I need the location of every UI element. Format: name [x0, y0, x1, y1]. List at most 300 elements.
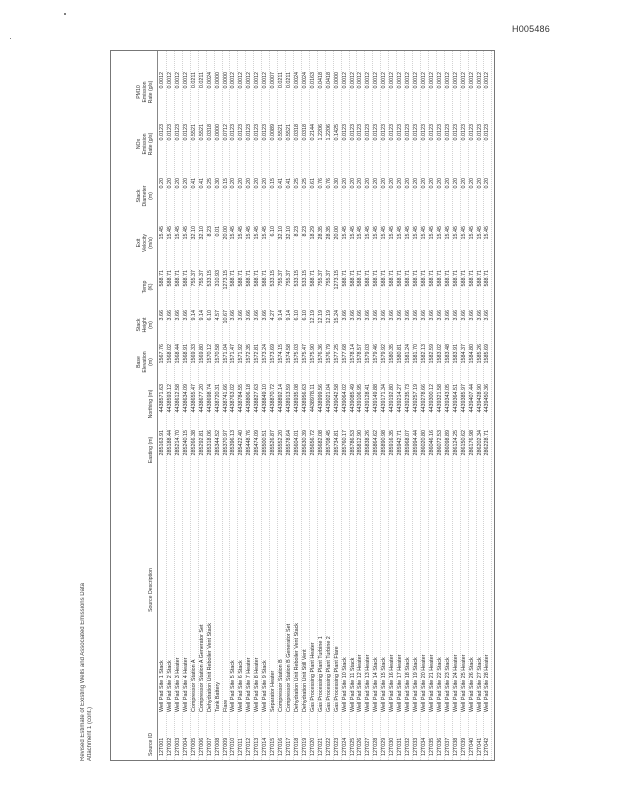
document-id: H005486: [512, 24, 550, 34]
source-description-cell: Compressor Station B Generator Set: [286, 623, 292, 712]
value-cell: 0.0012: [420, 72, 427, 89]
value-cell: 4438571.63: [159, 384, 165, 413]
value-cell: 4438806.18: [246, 384, 253, 413]
value-cell: 0.0012: [397, 72, 404, 89]
value-cell: 4438827.63: [254, 384, 261, 413]
value-cell: 18.29: [309, 226, 316, 240]
source-id-cell: 12T011: [238, 738, 245, 756]
source-description-cell: Well Pad Site 8 Heater: [254, 657, 261, 712]
value-cell: 4439149.88: [373, 384, 380, 413]
source-id-cell: 12T039: [460, 737, 467, 756]
value-cell: 0.0123: [373, 124, 380, 141]
value-cell: 3.66: [238, 310, 245, 321]
value-cell: 0.5521: [278, 124, 285, 141]
value-cell: 1579.03: [365, 344, 372, 364]
value-cell: 285474.09: [254, 430, 261, 456]
value-cell: 285838.26: [365, 430, 372, 456]
value-cell: 0.20: [365, 178, 372, 189]
value-cell: 1582.59: [428, 344, 435, 364]
source-description-cell: Flare: [222, 699, 229, 712]
table-row: [246, 51, 254, 760]
source-id-cell: 12T036: [436, 737, 443, 756]
value-cell: 0.0318: [301, 124, 308, 141]
value-cell: 0.76: [317, 178, 324, 189]
source-id-cell: 12T021: [317, 737, 324, 756]
value-cell: 0.15: [270, 178, 277, 189]
source-description-cell: Separator Heater: [270, 670, 277, 712]
value-cell: 0.0123: [341, 124, 348, 141]
value-cell: 588.71: [397, 270, 404, 287]
table-row: [453, 51, 461, 760]
source-id-cell: 12T022: [325, 737, 332, 756]
value-cell: 1580.81: [397, 344, 404, 364]
value-cell: 1577.68: [341, 344, 348, 364]
value-cell: 0.0123: [428, 124, 435, 141]
table-row: [183, 51, 191, 760]
value-cell: 1.2206: [317, 124, 324, 141]
value-cell: 0.20: [238, 178, 245, 189]
table-row: [469, 51, 477, 760]
table-row: [477, 51, 485, 760]
value-cell: 15.45: [389, 226, 396, 240]
value-cell: 0.0123: [357, 124, 364, 141]
table-row: [262, 51, 270, 760]
value-cell: 0.0012: [341, 72, 348, 89]
value-cell: 3.66: [460, 310, 467, 321]
value-cell: 15.45: [428, 226, 435, 240]
value-cell: 533.15: [270, 270, 277, 287]
value-cell: 3.66: [389, 310, 396, 321]
value-cell: 0.0012: [174, 72, 181, 89]
value-cell: 286228.71: [484, 430, 491, 456]
value-cell: 15.45: [238, 226, 245, 240]
value-cell: 0.20: [436, 178, 443, 189]
table-row: [445, 51, 453, 760]
value-cell: 4438634.09: [182, 384, 189, 413]
value-cell: 4439257.19: [413, 384, 419, 413]
table-row: [286, 51, 294, 760]
emissions-table: [110, 50, 495, 761]
value-cell: 0.0211: [190, 72, 197, 89]
table-row: [334, 51, 342, 760]
source-description-cell: Well Pad Site 19 Stack: [413, 657, 419, 712]
value-cell: 0.0123: [182, 124, 189, 141]
source-description-cell: Gas Processing Plant Heater: [309, 642, 316, 712]
value-cell: 285500.51: [262, 430, 269, 456]
value-cell: 4438720.31: [214, 384, 221, 413]
value-cell: 6.10: [206, 310, 213, 321]
source-id-cell: 12T032: [405, 737, 412, 756]
value-cell: 3.66: [166, 310, 173, 321]
value-cell: 0.30: [333, 178, 340, 189]
source-description-cell: Well Pad Site 27 Stack: [476, 657, 483, 712]
value-cell: 0.25: [293, 178, 300, 189]
rotated-table-content: [80, 50, 491, 761]
table-row: [223, 51, 231, 760]
value-cell: 285786.53: [349, 430, 356, 456]
value-cell: 1577.25: [333, 344, 340, 364]
source-id-cell: 12T038: [452, 737, 459, 756]
value-cell: 588.71: [436, 270, 443, 287]
value-cell: 285812.90: [357, 430, 364, 456]
source-description-cell: Well Pad Site 4 Heater: [182, 657, 189, 712]
value-cell: 588.71: [357, 270, 364, 287]
value-cell: 285916.35: [389, 430, 396, 456]
value-cell: 3.66: [436, 310, 443, 321]
value-cell: 0.0123: [262, 124, 269, 141]
value-cell: 9.14: [190, 310, 197, 321]
value-cell: 533.15: [206, 270, 213, 287]
value-cell: 15.45: [405, 226, 412, 240]
source-description-cell: Well Pad Site 6 Stack: [238, 660, 245, 712]
value-cell: 0.0012: [476, 72, 483, 89]
value-cell: 15.45: [468, 226, 475, 240]
value-cell: 1583.91: [452, 344, 459, 364]
value-cell: 4438784.55: [238, 384, 245, 413]
value-cell: 1570.58: [214, 344, 221, 364]
value-cell: 588.71: [381, 270, 388, 287]
value-cell: 4439021.04: [325, 384, 332, 413]
value-cell: 285760.17: [341, 430, 348, 456]
source-id-cell: 12T005: [190, 737, 197, 756]
value-cell: 1585.69: [484, 344, 491, 364]
table-row: [365, 51, 373, 760]
value-cell: 285292.81: [198, 430, 205, 456]
value-cell: 15.45: [452, 226, 459, 240]
value-cell: 0.20: [381, 178, 388, 189]
value-cell: 1580.35: [389, 344, 396, 364]
value-cell: 0.0012: [159, 72, 165, 89]
value-cell: 4439064.02: [341, 384, 348, 413]
value-cell: 4439343.05: [444, 384, 451, 413]
value-cell: 588.71: [166, 270, 173, 287]
source-description-cell: Well Pad Site 2 Stack: [166, 660, 173, 712]
source-description-cell: Well Pad Site 24 Heater: [452, 654, 459, 712]
value-cell: 0.0123: [460, 124, 467, 141]
value-cell: 285448.76: [246, 430, 253, 456]
table-row: [373, 51, 381, 760]
value-cell: 1582.13: [420, 344, 427, 364]
table-header: [111, 51, 158, 760]
value-cell: 3.66: [159, 310, 165, 321]
value-cell: 0.41: [278, 178, 285, 189]
value-cell: 0.0012: [365, 72, 372, 89]
value-cell: 1576.79: [325, 344, 332, 364]
value-cell: 0.5521: [198, 124, 205, 141]
table-row: [342, 51, 350, 760]
value-cell: 588.71: [159, 270, 165, 287]
value-cell: 1569.80: [198, 344, 205, 364]
value-cell: 1567.76: [159, 344, 165, 364]
value-cell: 0.0123: [436, 124, 443, 141]
value-cell: 0.0123: [166, 124, 173, 141]
value-cell: 0.61: [309, 178, 316, 189]
value-cell: 1568.02: [166, 344, 173, 364]
source-description-cell: Well Pad Site 23 Stack: [444, 657, 451, 712]
source-id-cell: 12T013: [254, 737, 261, 756]
value-cell: 3.66: [405, 310, 412, 321]
value-cell: 285942.71: [397, 430, 404, 456]
value-cell: 15.45: [381, 226, 388, 240]
source-description-cell: Well Pad Site 14 Stack: [373, 657, 380, 712]
value-cell: 588.71: [262, 270, 269, 287]
value-cell: 15.45: [357, 226, 364, 240]
value-cell: 588.71: [460, 270, 467, 287]
table-row: [429, 51, 437, 760]
value-cell: 285708.45: [325, 430, 332, 456]
value-cell: 0.0123: [159, 124, 165, 141]
value-cell: 0.0123: [381, 124, 388, 141]
table-row: [302, 51, 310, 760]
value-cell: 0.0012: [357, 72, 364, 89]
value-cell: 15.45: [460, 226, 467, 240]
value-cell: 1572.81: [254, 344, 261, 364]
source-description-cell: Well Pad Site 17 Heater: [397, 654, 404, 712]
value-cell: 0.0123: [484, 124, 491, 141]
source-description-cell: Well Pad Site 12 Heater: [357, 654, 364, 712]
value-cell: 8.23: [293, 226, 300, 237]
table-row: [175, 51, 183, 760]
value-cell: 0.25: [206, 178, 213, 189]
value-cell: 0.0000: [222, 72, 229, 89]
value-cell: 0.0024: [206, 72, 213, 89]
source-id-cell: 12T006: [198, 737, 205, 756]
header-cell: Stack Height (m): [136, 317, 154, 333]
table-row: [238, 51, 246, 760]
source-id-cell: 12T026: [357, 737, 364, 756]
value-cell: 755.37: [317, 270, 324, 287]
value-cell: 3.66: [373, 310, 380, 321]
source-description-cell: Tank Battery: [214, 682, 221, 712]
source-id-cell: 12T002: [166, 737, 173, 756]
value-cell: 4438956.63: [301, 384, 308, 413]
table-row: [405, 51, 413, 760]
value-cell: 0.0024: [293, 72, 300, 89]
source-id-cell: 12T010: [230, 737, 237, 756]
source-description-cell: Well Pad Site 20 Heater: [420, 654, 427, 712]
value-cell: 0.0123: [452, 124, 459, 141]
value-cell: 4439106.95: [357, 384, 364, 413]
source-id-cell: 12T042: [484, 737, 491, 756]
value-cell: 0.0012: [405, 72, 412, 89]
table-row: [199, 51, 207, 760]
value-cell: 0.0000: [333, 72, 340, 89]
value-cell: 0.0012: [389, 72, 396, 89]
value-cell: 4439278.66: [420, 384, 427, 413]
table-row: [389, 51, 397, 760]
value-cell: 285682.08: [317, 430, 324, 456]
value-cell: 4438892.14: [278, 384, 285, 413]
value-cell: 3.66: [452, 310, 459, 321]
value-cell: 4439428.90: [476, 384, 483, 413]
value-cell: 285318.06: [206, 430, 213, 456]
value-cell: 285396.13: [230, 430, 237, 456]
source-description-cell: Well Pad Site 13 Heater: [365, 654, 372, 712]
header-cell: Northing (m): [148, 389, 154, 419]
value-cell: 755.37: [278, 270, 285, 287]
table-row: [270, 51, 278, 760]
source-id-cell: 12T020: [309, 737, 316, 756]
value-cell: 1585.26: [476, 344, 483, 364]
header-cell: Easting (m): [148, 436, 154, 464]
header-cell: Exit Velocity (m/s): [136, 234, 154, 252]
value-cell: 588.71: [413, 270, 419, 287]
source-id-cell: 12T024: [341, 737, 348, 756]
source-description-cell: Well Pad Site 22 Stack: [436, 657, 443, 712]
source-id-cell: 12T029: [381, 737, 388, 756]
value-cell: 4438763.02: [230, 384, 237, 413]
value-cell: 15.45: [444, 226, 451, 240]
source-id-cell: 12T016: [278, 737, 285, 756]
value-cell: 15.45: [230, 226, 237, 240]
value-cell: 15.45: [349, 226, 356, 240]
value-cell: 1575.03: [293, 344, 300, 364]
source-description-cell: Gas Processing Plant Turbine 1: [317, 636, 324, 712]
value-cell: 15.45: [365, 226, 372, 240]
source-id-cell: 12T033: [413, 737, 419, 756]
value-cell: 1.2206: [325, 124, 332, 141]
value-cell: 0.0318: [206, 124, 213, 141]
value-cell: 4439364.51: [452, 384, 459, 413]
value-cell: 286124.25: [452, 430, 459, 456]
value-cell: 285890.98: [381, 430, 388, 456]
value-cell: 3.66: [484, 310, 491, 321]
value-cell: 0.41: [286, 178, 292, 189]
value-cell: 0.20: [476, 178, 483, 189]
value-cell: 4439171.34: [381, 384, 388, 413]
value-cell: 0.0123: [254, 124, 261, 141]
table-row: [326, 51, 334, 760]
value-cell: 286072.53: [436, 430, 443, 456]
value-cell: 15.45: [246, 226, 253, 240]
value-cell: 4439321.58: [436, 384, 443, 413]
value-cell: 4438849.10: [262, 384, 269, 413]
table-row: [461, 51, 469, 760]
value-cell: 286202.34: [476, 430, 483, 456]
value-cell: 0.0123: [476, 124, 483, 141]
value-cell: 1584.80: [468, 344, 475, 364]
source-id-cell: 12T008: [214, 737, 221, 756]
value-cell: 0.0012: [230, 72, 237, 89]
value-cell: 285968.07: [405, 430, 412, 456]
value-cell: 0.0012: [460, 72, 467, 89]
header-cell: Temp (K): [142, 280, 154, 294]
table-row: [484, 51, 492, 760]
value-cell: 4438999.56: [317, 384, 324, 413]
source-id-cell: 12T034: [420, 737, 427, 756]
value-cell: 1571.92: [238, 344, 245, 364]
value-cell: 3.66: [174, 310, 181, 321]
table-row: [310, 51, 318, 760]
source-id-cell: 12T035: [428, 737, 435, 756]
header-cell: Source Description: [148, 568, 154, 612]
table-caption: [80, 583, 94, 761]
value-cell: 9.14: [278, 310, 285, 321]
value-cell: 4439385.97: [460, 384, 467, 413]
value-cell: 1581.70: [413, 344, 419, 364]
value-cell: 0.20: [460, 178, 467, 189]
table-row: [381, 51, 389, 760]
value-cell: 1571.04: [222, 344, 229, 364]
value-cell: 4438978.11: [309, 384, 316, 413]
value-cell: 0.0012: [468, 72, 475, 89]
value-cell: 3.66: [182, 310, 189, 321]
value-cell: 0.20: [159, 178, 165, 189]
source-description-cell: Compressor Station B: [278, 659, 285, 712]
source-id-cell: 12T037: [444, 737, 451, 756]
value-cell: 285526.87: [270, 430, 277, 456]
value-cell: 6.10: [301, 310, 308, 321]
source-id-cell: 12T041: [476, 737, 483, 756]
value-cell: 4439407.44: [468, 384, 475, 413]
value-cell: 15.45: [159, 226, 165, 240]
value-cell: 285604.01: [293, 430, 300, 456]
source-description-cell: Well Pad Site 5 Stack: [230, 660, 237, 712]
value-cell: 3.66: [349, 310, 356, 321]
value-cell: 285656.72: [309, 430, 316, 456]
value-cell: 285214.70: [174, 430, 181, 456]
value-cell: 3.66: [381, 310, 388, 321]
caption-line: Attachment 1 (cont.): [87, 706, 93, 761]
source-id-cell: 12T003: [174, 737, 181, 756]
value-cell: 0.0012: [349, 72, 356, 89]
value-cell: 0.0024: [301, 72, 308, 89]
value-cell: 588.71: [365, 270, 372, 287]
value-cell: 285994.44: [413, 430, 419, 456]
value-cell: 12.19: [317, 310, 324, 324]
value-cell: 32.10: [278, 226, 285, 240]
value-cell: 0.0123: [389, 124, 396, 141]
value-cell: 4438612.58: [174, 384, 181, 413]
table-row: [397, 51, 405, 760]
source-id-cell: 12T014: [262, 737, 269, 756]
value-cell: 0.0007: [270, 72, 277, 89]
value-cell: 0.0123: [468, 124, 475, 141]
value-cell: 3.66: [397, 310, 404, 321]
value-cell: 3.66: [246, 310, 253, 321]
table-row: [421, 51, 429, 760]
value-cell: 0.0123: [246, 124, 253, 141]
table-row: [413, 51, 421, 760]
value-cell: 0.20: [468, 178, 475, 189]
value-cell: 0.20: [262, 178, 269, 189]
source-description-cell: Well Pad Site 11 Stack: [349, 657, 356, 712]
table-body: [159, 51, 492, 760]
value-cell: 1575.90: [309, 344, 316, 364]
value-cell: 0.0012: [452, 72, 459, 89]
source-description-cell: Well Pad Site 7 Heater: [246, 657, 253, 712]
value-cell: 285266.38: [190, 430, 197, 456]
value-cell: 4.57: [214, 310, 221, 321]
value-cell: 0.15: [222, 178, 229, 189]
value-cell: 20.00: [222, 226, 229, 240]
value-cell: 0.0000: [214, 124, 221, 141]
value-cell: 588.71: [341, 270, 348, 287]
value-cell: 0.20: [413, 178, 419, 189]
value-cell: 12.19: [309, 310, 316, 324]
value-cell: 0.20: [389, 178, 396, 189]
table-row: [167, 51, 175, 760]
value-cell: 3.66: [413, 310, 419, 321]
value-cell: 1575.47: [301, 344, 308, 364]
source-id-cell: 12T025: [349, 737, 356, 756]
value-cell: 285734.81: [333, 430, 340, 456]
value-cell: 0.0089: [270, 124, 277, 141]
value-cell: 4438677.20: [198, 384, 205, 413]
value-cell: 0.2144: [309, 124, 316, 141]
value-cell: 285344.52: [214, 430, 221, 456]
value-cell: 0.0123: [420, 124, 427, 141]
